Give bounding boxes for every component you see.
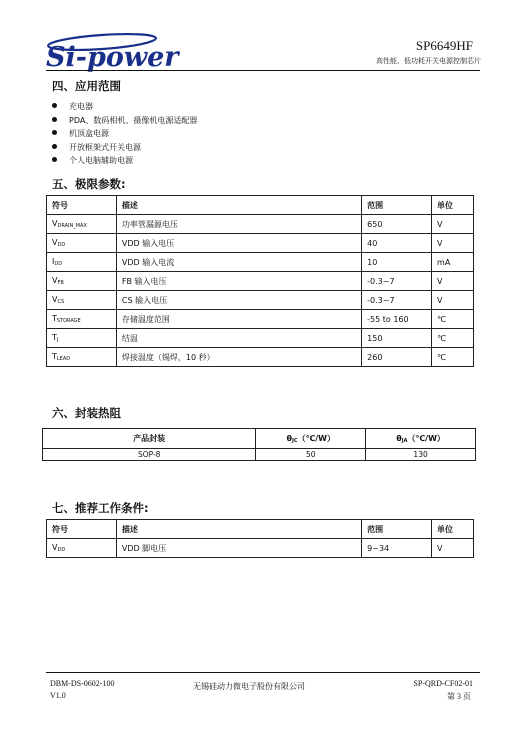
col-symbol: 符号 xyxy=(47,196,117,215)
description-cell: CS 输入电压 xyxy=(116,291,361,310)
symbol-cell: $T_{LEAD}$ xyxy=(47,348,117,367)
theta-ja-cell: 130 xyxy=(366,449,476,461)
range-cell: 9~34 xyxy=(362,539,432,558)
symbol-cell: $V_{DRAIN\_MAX}$ xyxy=(47,215,117,234)
bullet-icon xyxy=(52,117,57,122)
absolute-max-table xyxy=(46,195,474,367)
unit-cell: V xyxy=(432,215,474,234)
list-item: 开放框架式开关电源 xyxy=(52,141,197,155)
col-unit: 单位 xyxy=(432,520,474,539)
unit-cell: V xyxy=(432,539,474,558)
symbol-cell: $V_{FB}$ xyxy=(47,272,117,291)
footer-rule xyxy=(46,672,480,673)
unit-cell: ℃ xyxy=(432,348,474,367)
thermal-resistance-table xyxy=(42,428,476,461)
unit-cell: V xyxy=(432,272,474,291)
range-cell: -0.3~7 xyxy=(362,272,432,291)
list-item: 充电器 xyxy=(52,100,197,114)
col-package: 产品封装 xyxy=(43,429,256,449)
list-item: 机顶盒电源 xyxy=(52,127,197,141)
section-7-heading: 七、推荐工作条件: xyxy=(52,501,149,515)
table-row xyxy=(47,253,474,272)
table-row xyxy=(47,215,474,234)
description-cell: VDD 输入电压 xyxy=(116,234,361,253)
description-cell: 焊接温度（锡焊，10 秒） xyxy=(116,348,361,367)
unit-cell: ℃ xyxy=(432,310,474,329)
col-symbol: 符号 xyxy=(47,520,117,539)
bullet-icon xyxy=(52,157,57,162)
col-description: 描述 xyxy=(116,520,361,539)
si-power-logo xyxy=(44,28,179,74)
table-row xyxy=(47,291,474,310)
description-cell: 结温 xyxy=(116,329,361,348)
section-5-heading: 五、极限参数: xyxy=(52,177,126,191)
range-cell: 650 xyxy=(362,215,432,234)
range-cell: -55 to 160 xyxy=(362,310,432,329)
col-unit: 单位 xyxy=(432,196,474,215)
table-row xyxy=(47,310,474,329)
col-range: 范围 xyxy=(362,520,432,539)
list-item: PDA、数码相机、摄像机电源适配器 xyxy=(52,114,197,128)
footer-version: V1.0 xyxy=(50,691,66,700)
bullet-icon xyxy=(52,130,57,135)
description-cell: VDD 输入电流 xyxy=(116,253,361,272)
package-cell: SOP-8 xyxy=(43,449,256,461)
unit-cell: ℃ xyxy=(432,329,474,348)
header-rule xyxy=(46,70,480,71)
list-item: 个人电脑辅助电源 xyxy=(52,154,197,168)
footer-company: 无锡硅动力微电子股份有限公司 xyxy=(193,682,305,691)
table-header-row xyxy=(47,520,474,539)
footer-doc-number: DBM-DS-0602-100 xyxy=(50,679,115,688)
unit-cell: mA xyxy=(432,253,474,272)
range-cell: 260 xyxy=(362,348,432,367)
table-row xyxy=(47,348,474,367)
footer-page-number: 第 3 页 xyxy=(447,692,471,701)
range-cell: 10 xyxy=(362,253,432,272)
symbol-cell: $V_{CS}$ xyxy=(47,291,117,310)
range-cell: 150 xyxy=(362,329,432,348)
description-cell: VDD 脚电压 xyxy=(116,539,361,558)
bullet-icon xyxy=(52,103,57,108)
unit-cell: V xyxy=(432,291,474,310)
symbol-cell: $V_{DD}$ xyxy=(47,539,117,558)
col-theta-jc: $\theta_{JC}(℃/W)$ xyxy=(256,429,366,449)
symbol-cell: $I_{DD}$ xyxy=(47,253,117,272)
doc-title: SP6649HF xyxy=(415,38,473,53)
range-cell: 40 xyxy=(362,234,432,253)
description-cell: FB 输入电压 xyxy=(116,272,361,291)
range-cell: -0.3~7 xyxy=(362,291,432,310)
table-row xyxy=(43,449,476,461)
application-list xyxy=(52,100,197,168)
section-4-heading: 四、应用范围 xyxy=(52,79,121,93)
logo-text: Si-power xyxy=(46,42,179,73)
col-description: 描述 xyxy=(116,196,361,215)
description-cell: 功率管漏源电压 xyxy=(116,215,361,234)
table-header-row xyxy=(43,429,476,449)
symbol-cell: $T_{STORAGE}$ xyxy=(47,310,117,329)
section-6-heading: 六、封装热阻 xyxy=(52,406,121,420)
col-range: 范围 xyxy=(362,196,432,215)
col-theta-ja: $\theta_{JA}(℃/W)$ xyxy=(366,429,476,449)
unit-cell: V xyxy=(432,234,474,253)
doc-subtitle: 高性能、低功耗开关电源控制芯片 xyxy=(376,57,481,65)
table-row xyxy=(47,234,474,253)
table-header-row xyxy=(47,196,474,215)
symbol-cell: $V_{DD}$ xyxy=(47,234,117,253)
symbol-cell: $T_J$ xyxy=(47,329,117,348)
theta-jc-cell: 50 xyxy=(256,449,366,461)
description-cell: 存储温度范围 xyxy=(116,310,361,329)
table-row xyxy=(47,539,474,558)
recommended-conditions-table xyxy=(46,519,474,558)
table-row xyxy=(47,272,474,291)
table-row xyxy=(47,329,474,348)
footer-form-number: SP-QRD-CF02-01 xyxy=(413,679,473,688)
bullet-icon xyxy=(52,144,57,149)
